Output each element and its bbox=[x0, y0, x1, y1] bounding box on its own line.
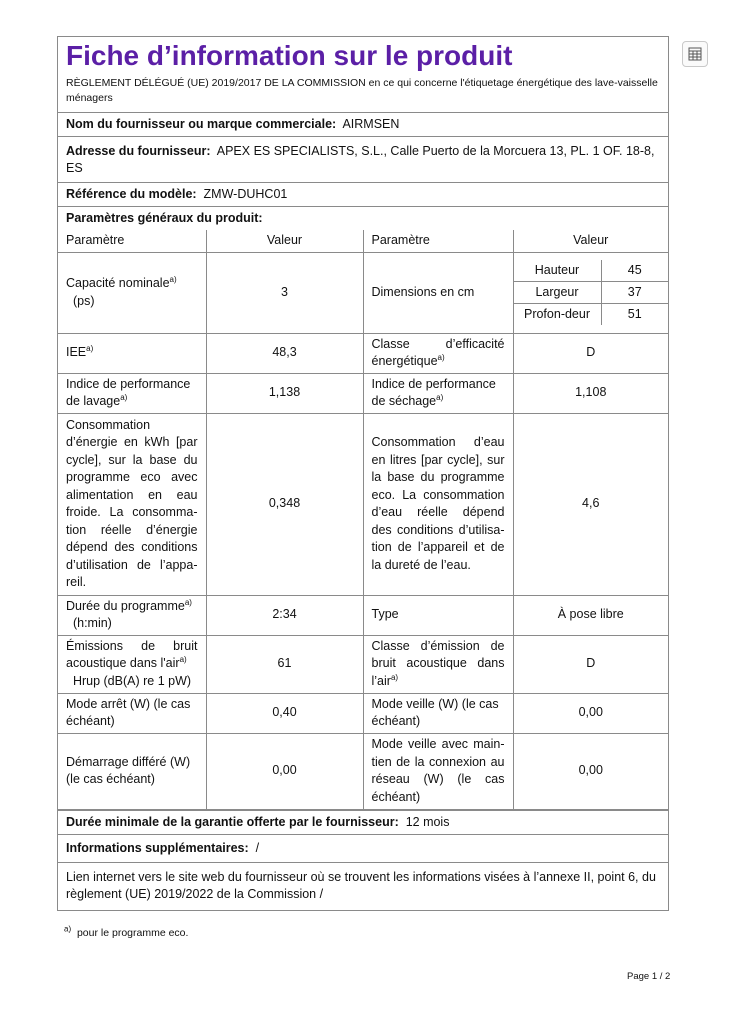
duration-label: Durée du programme$^{a)}$ (h:min) bbox=[58, 595, 206, 635]
delay-start-label: Démarrage différé (W) (le cas échéant) bbox=[58, 733, 206, 809]
duration-value: 2:34 bbox=[206, 595, 363, 635]
water-consumption-value: 4,6 bbox=[513, 413, 668, 595]
model-row bbox=[58, 183, 668, 207]
wash-index-value: 1,138 bbox=[206, 373, 363, 413]
width-label: Largeur bbox=[514, 282, 602, 304]
footnote bbox=[64, 924, 189, 939]
model-value: ZMW-DUHC01 bbox=[203, 187, 288, 201]
iee-label: IEE$^{a)}$ bbox=[58, 333, 206, 373]
dry-index-value: 1,108 bbox=[513, 373, 668, 413]
additional-info-value: / bbox=[255, 840, 260, 855]
energy-consumption-value: 0,348 bbox=[206, 413, 363, 595]
noise-class-value: D bbox=[513, 635, 668, 693]
height-label: Hauteur bbox=[514, 260, 602, 282]
regulation-subtitle: RÈGLEMENT DÉLÉGUÉ (UE) 2019/2017 DE LA COMMISSION en ce qui concerne l'étiquetage énergétique des lave-vaisselle ménagers bbox=[58, 73, 668, 113]
supplier-row bbox=[58, 113, 668, 137]
dry-index-label: Indice de performance de séchage$^{a)}$ bbox=[363, 373, 513, 413]
width-value: 37 bbox=[601, 282, 668, 304]
dimensions-label: Dimensions en cm bbox=[363, 252, 513, 333]
noise-class-label: Classe d’émission de bruit acoustique dans l’air$^{a)}$ bbox=[363, 635, 513, 693]
additional-info-row bbox=[58, 835, 668, 863]
table-row bbox=[58, 733, 668, 809]
table-view-button[interactable] bbox=[682, 41, 708, 67]
warranty-label: Durée minimale de la garantie offerte par le fournisseur: bbox=[66, 814, 399, 829]
capacity-label: Capacité nominale$^{a)}$ (ps) bbox=[58, 252, 206, 333]
table-row bbox=[58, 373, 668, 413]
header-value-2: Valeur bbox=[513, 230, 668, 252]
capacity-value: 3 bbox=[206, 252, 363, 333]
general-params-label: Paramètres généraux du produit: bbox=[66, 211, 263, 225]
depth-label: Profon-deur bbox=[514, 304, 602, 326]
standby-label: Mode veille (W) (le cas échéant) bbox=[363, 693, 513, 733]
type-label: Type bbox=[363, 595, 513, 635]
footnote-marker: a) bbox=[64, 924, 72, 934]
supplier-label: Nom du fournisseur ou marque commerciale: bbox=[66, 117, 337, 131]
model-label: Référence du modèle: bbox=[66, 187, 197, 201]
depth-value: 51 bbox=[601, 304, 668, 326]
footnote-text: pour le programme eco. bbox=[76, 927, 189, 939]
table-row bbox=[58, 693, 668, 733]
off-mode-value: 0,40 bbox=[206, 693, 363, 733]
energy-consumption-label: Consommation d’énergie en kWh [par cycle], sur la base du programme eco avec alimentation en eau froide. La consomma-tion réelle d’énergie dépend des conditions d’utilisation de l’appa-reil. bbox=[58, 413, 206, 595]
water-consumption-label: Consommation d’eau en litres [par cycle], sur la base du programme eco. La consommation d’eau réelle dépend des conditions d’utilisa-tion de l’appareil et de la dureté de l’eau. bbox=[363, 413, 513, 595]
header-value-1: Valeur bbox=[206, 230, 363, 252]
iee-value: 48,3 bbox=[206, 333, 363, 373]
header-param-2: Paramètre bbox=[363, 230, 513, 252]
product-info-sheet bbox=[57, 36, 669, 911]
supplier-value: AIRMSEN bbox=[342, 117, 400, 131]
standby-value: 0,00 bbox=[513, 693, 668, 733]
address-value: APEX ES SPECIALISTS, S.L., Calle Puerto de la Morcuera 13, PL. 1 OF. 18-8, ES bbox=[66, 144, 655, 175]
table-row bbox=[58, 635, 668, 693]
table-row bbox=[58, 595, 668, 635]
energy-class-label: Classe d’efficacité énergétique$^{a)}$ bbox=[363, 333, 513, 373]
dimensions-table bbox=[514, 260, 669, 325]
address-row bbox=[58, 137, 668, 183]
delay-start-value: 0,00 bbox=[206, 733, 363, 809]
supplier-link-row bbox=[58, 863, 668, 910]
additional-info-label: Informations supplémentaires: bbox=[66, 840, 249, 855]
noise-value: 61 bbox=[206, 635, 363, 693]
warranty-value: 12 mois bbox=[405, 814, 450, 829]
supplier-link-text: Lien internet vers le site web du fournisseur où se trouvent les informations visées à l’annexe II, point 6, du règlement (UE) 2019/2022 de la Commission / bbox=[66, 869, 656, 901]
energy-class-value: D bbox=[513, 333, 668, 373]
networked-standby-value: 0,00 bbox=[513, 733, 668, 809]
table-row bbox=[58, 333, 668, 373]
warranty-row bbox=[58, 810, 668, 835]
noise-label: Émissions de bruit acoustique dans l'air$^{a)}$ Hrup (dB(A) re 1 pW) bbox=[58, 635, 206, 693]
table-view-icon bbox=[688, 47, 702, 61]
table-header-row bbox=[58, 230, 668, 252]
off-mode-label: Mode arrêt (W) (le cas échéant) bbox=[58, 693, 206, 733]
parameters-table bbox=[58, 230, 668, 810]
height-value: 45 bbox=[601, 260, 668, 282]
wash-index-label: Indice de performance de lavage$^{a)}$ bbox=[58, 373, 206, 413]
page-number: Page 1 / 2 bbox=[627, 971, 671, 982]
header-param-1: Paramètre bbox=[58, 230, 206, 252]
table-row bbox=[58, 252, 668, 333]
address-label: Adresse du fournisseur: bbox=[66, 144, 211, 158]
page-title: Fiche d’information sur le produit bbox=[66, 40, 513, 71]
type-value: À pose libre bbox=[513, 595, 668, 635]
general-params-row bbox=[58, 207, 668, 230]
networked-standby-label: Mode veille avec main-tien de la connexion au réseau (W) (le cas échéant) bbox=[363, 733, 513, 809]
dimensions-values bbox=[513, 252, 668, 333]
table-row bbox=[58, 413, 668, 595]
